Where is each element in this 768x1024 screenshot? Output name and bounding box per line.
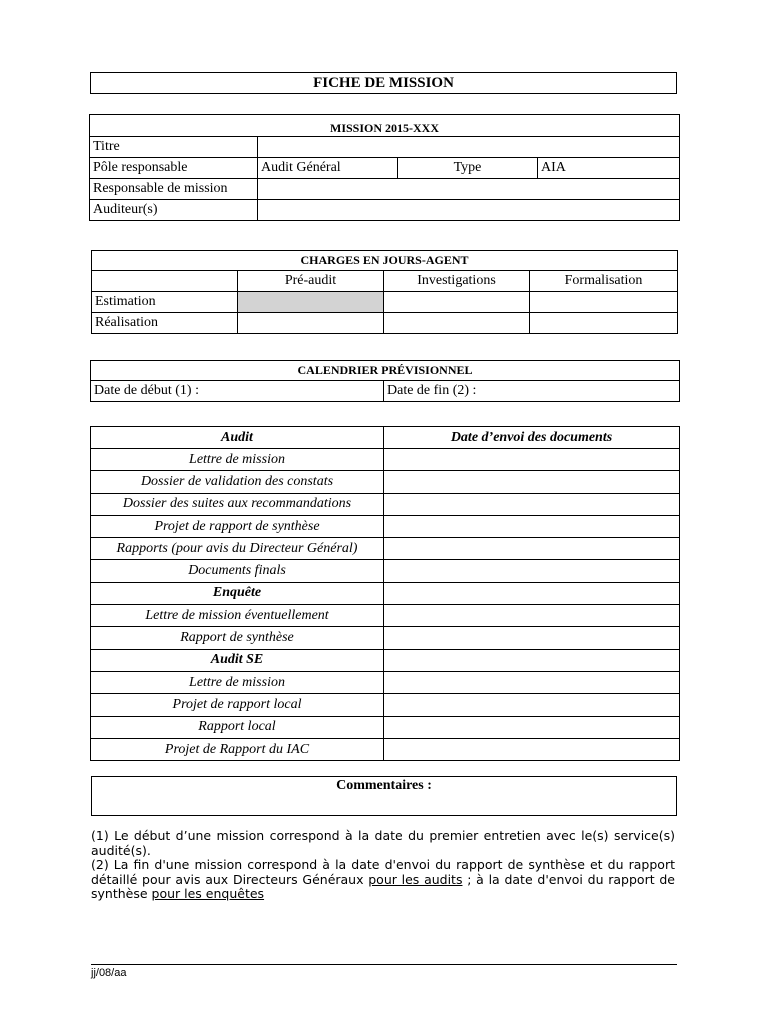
pole-label: Pôle responsable: [90, 158, 258, 179]
note-2-prefix: (2) La fin d'une mission correspond à la date d'envoi du rapport de synthèse et du rapport détaillé pour avis aux Directeurs Généraux: [91, 857, 675, 887]
docs-section-row: [91, 649, 680, 671]
documents-table: [90, 426, 680, 761]
docs-date-cell[interactable]: [384, 493, 680, 515]
docs-date-cell[interactable]: [384, 738, 680, 760]
date-debut-field[interactable]: Date de début (1) :: [91, 381, 384, 402]
docs-row: [91, 716, 680, 738]
responsable-value[interactable]: [258, 179, 680, 200]
charges-col-preaudit: Pré-audit: [238, 271, 384, 292]
docs-section-label: Audit SE: [91, 649, 384, 671]
charges-row-realisation: Réalisation: [92, 313, 238, 334]
note-2-link-audits: pour les audits: [368, 871, 463, 887]
charges-row-estimation: Estimation: [92, 292, 238, 313]
note-1-text: (1) Le début d’une mission correspond à la date du premier entretien avec le(s) service(s) audité(s).: [91, 828, 675, 858]
auditeurs-value[interactable]: [258, 200, 680, 221]
docs-item-label: Lettre de mission: [91, 671, 384, 693]
responsable-label: Responsable de mission: [90, 179, 258, 200]
date-fin-field[interactable]: Date de fin (2) :: [384, 381, 680, 402]
docs-date-cell[interactable]: [384, 471, 680, 493]
charges-corner: [92, 271, 238, 292]
docs-item-label: Lettre de mission éventuellement: [91, 605, 384, 627]
realisation-preaudit-cell[interactable]: [238, 313, 384, 334]
docs-row: [91, 515, 680, 537]
docs-row: [91, 493, 680, 515]
docs-row: [91, 449, 680, 471]
docs-date-cell[interactable]: [384, 515, 680, 537]
type-label: Type: [398, 158, 538, 179]
docs-date-cell[interactable]: [384, 582, 680, 604]
docs-section-row: [91, 582, 680, 604]
realisation-formalisation-cell[interactable]: [530, 313, 678, 334]
docs-date-cell[interactable]: [384, 671, 680, 693]
docs-date-cell[interactable]: [384, 560, 680, 582]
docs-item-label: Projet de rapport de synthèse: [91, 515, 384, 537]
docs-item-label: Lettre de mission: [91, 449, 384, 471]
titre-value[interactable]: [258, 137, 680, 158]
mission-header: MISSION 2015-XXX: [90, 115, 680, 137]
docs-row: [91, 627, 680, 649]
estimation-formalisation-cell[interactable]: [530, 292, 678, 313]
page-title: FICHE DE MISSION: [313, 75, 454, 91]
pole-value[interactable]: Audit Général: [258, 158, 398, 179]
docs-item-label: Rapport local: [91, 716, 384, 738]
mission-table: [89, 114, 680, 221]
docs-date-cell[interactable]: [384, 449, 680, 471]
docs-date-cell[interactable]: [384, 627, 680, 649]
realisation-investigations-cell[interactable]: [384, 313, 530, 334]
type-value[interactable]: AIA: [538, 158, 680, 179]
docs-item-label: Projet de rapport local: [91, 694, 384, 716]
charges-header: CHARGES EN JOURS-AGENT: [92, 251, 678, 271]
docs-item-label: Rapport de synthèse: [91, 627, 384, 649]
docs-row: [91, 738, 680, 760]
note-2-link-enquetes: pour les enquêtes: [151, 886, 265, 901]
note-1: [91, 829, 675, 858]
footer-rule: [91, 964, 677, 965]
calendrier-header: CALENDRIER PRÉVISIONNEL: [91, 361, 680, 381]
docs-row: [91, 471, 680, 493]
docs-date-cell[interactable]: [384, 649, 680, 671]
commentaires-box[interactable]: [91, 776, 677, 816]
docs-date-cell[interactable]: [384, 605, 680, 627]
titre-label: Titre: [90, 137, 258, 158]
note-2: [91, 858, 675, 902]
docs-row: [91, 560, 680, 582]
docs-row: [91, 538, 680, 560]
calendrier-table: [90, 360, 680, 402]
docs-row: [91, 671, 680, 693]
docs-col-date-header: Date d’envoi des documents: [384, 427, 680, 449]
charges-col-investigations: Investigations: [384, 271, 530, 292]
docs-date-cell[interactable]: [384, 538, 680, 560]
auditeurs-label: Auditeur(s): [90, 200, 258, 221]
docs-date-cell[interactable]: [384, 694, 680, 716]
charges-table: [91, 250, 678, 334]
docs-item-label: Dossier de validation des constats: [91, 471, 384, 493]
commentaires-label: Commentaires :: [336, 778, 432, 793]
docs-date-cell[interactable]: [384, 716, 680, 738]
docs-row: [91, 605, 680, 627]
docs-item-label: Rapports (pour avis du Directeur Général): [91, 538, 384, 560]
estimation-investigations-cell[interactable]: [384, 292, 530, 313]
page-title-box: [90, 72, 677, 94]
docs-section-label: Enquête: [91, 582, 384, 604]
docs-row: [91, 694, 680, 716]
docs-item-label: Dossier des suites aux recommandations: [91, 493, 384, 515]
charges-col-formalisation: Formalisation: [530, 271, 678, 292]
note-2-mid: ; à la date d'envoi du rapport de synthèse: [91, 871, 675, 901]
docs-col-audit-header: Audit: [91, 427, 384, 449]
docs-item-label: Projet de Rapport du IAC: [91, 738, 384, 760]
estimation-preaudit-cell: [238, 292, 384, 313]
docs-item-label: Documents finals: [91, 560, 384, 582]
footer-text: jj/08/aa: [91, 967, 127, 979]
